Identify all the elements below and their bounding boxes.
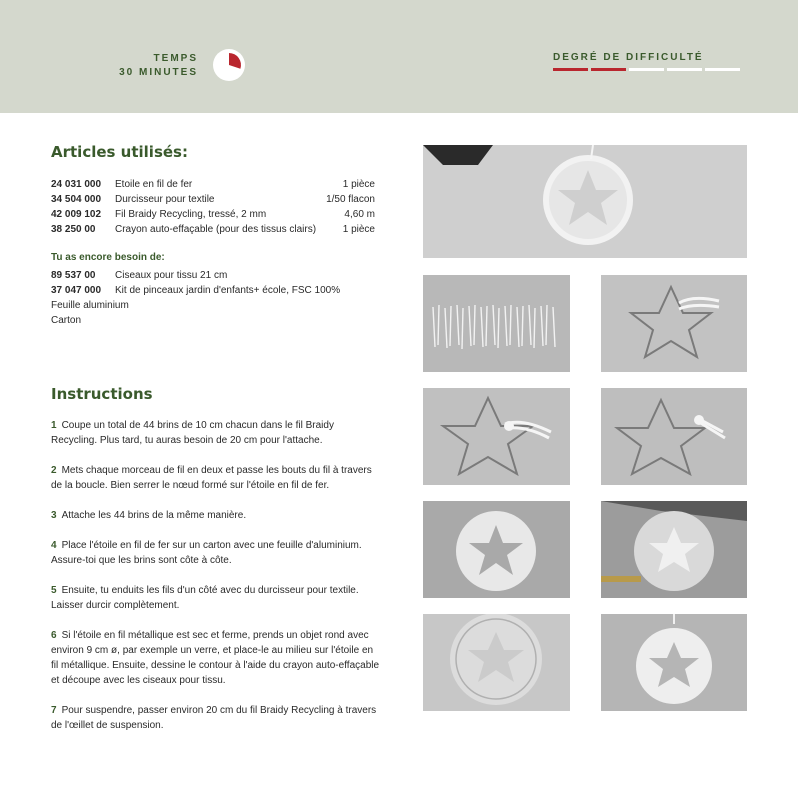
- extra-tool-row: [51, 268, 375, 283]
- article-row: [51, 207, 375, 222]
- article-code: 24 031 000: [51, 179, 102, 190]
- instructions-list: [51, 418, 381, 748]
- photo-step-foil: [601, 501, 747, 598]
- step-text: Mets chaque morceau de fil en deux et passe les bouts du fil à travers de la boucle. Bien serrer le nœud formé sur l'étoile en fil de fer.: [51, 465, 372, 491]
- article-row: [51, 222, 375, 237]
- step-text: Place l'étoile en fil de fer sur un carton avec une feuille d'aluminium. Assure-toi que les brins sont côte à côte.: [51, 540, 362, 566]
- also-need-list: [51, 268, 375, 328]
- difficulty-bar: [667, 68, 702, 71]
- step-text: Si l'étoile en fil métallique est sec et ferme, prends un objet rond avec environ 9 cm ø, par exemple un verre, et place-le au milieu sur l'étoile en fil métallique. Ensuite, dessine le contour à l'aide du crayon auto-effaçable et découpe avec les ciseaux pour tissu.: [51, 630, 380, 686]
- instructions-title: Instructions: [51, 385, 153, 403]
- photo-finished-ornament: [423, 145, 747, 258]
- difficulty-meter: [553, 68, 740, 71]
- instruction-step: [51, 463, 381, 493]
- article-code: 34 504 000: [51, 194, 102, 205]
- photo-step-circle: [423, 614, 570, 711]
- instruction-step: [51, 703, 381, 733]
- step-text: Pour suspendre, passer environ 20 cm du fil Braidy Recycling à travers de l'œillet de suspension.: [51, 705, 377, 731]
- step-text: Attache les 44 brins de la même manière.: [61, 510, 247, 521]
- article-qty: 1 pièce: [342, 224, 375, 235]
- photo-step-tied: [601, 388, 747, 485]
- time-label: TEMPS: [153, 53, 198, 64]
- article-name: Etoile en fil de fer: [115, 179, 193, 190]
- article-row: [51, 192, 375, 207]
- step-text: Ensuite, tu enduits les fils d'un côté avec du durcisseur pour textile. Laisser durcir complètement.: [51, 585, 359, 611]
- extra-tool-row: [51, 283, 375, 298]
- foil-image: [601, 501, 747, 598]
- step-number: 2: [51, 465, 57, 476]
- article-qty: 1 pièce: [342, 179, 375, 190]
- instruction-step: [51, 538, 381, 568]
- article-name: Durcisseur pour textile: [115, 194, 215, 205]
- photo-step-cut-strands: [423, 275, 570, 372]
- step-number: 7: [51, 705, 57, 716]
- result-image: [601, 614, 747, 711]
- article-name: Crayon auto-effaçable (pour des tissus clairs): [115, 224, 317, 235]
- cut-strands-image: [423, 275, 570, 372]
- loop-thread-image: [601, 275, 747, 372]
- finished-ornament-image: [423, 145, 747, 258]
- circle-image: [423, 614, 570, 711]
- difficulty-bar: [553, 68, 588, 71]
- tied-image: [601, 388, 747, 485]
- article-row: [51, 177, 375, 192]
- knot-image: [423, 388, 570, 485]
- clock-pie-icon: [212, 48, 246, 82]
- tool-name: Ciseaux pour tissu 21 cm: [115, 270, 228, 281]
- photo-step-loop-thread: [601, 275, 747, 372]
- difficulty-bar: [591, 68, 626, 71]
- step-text: Coupe un total de 44 brins de 10 cm chacun dans le fil Braidy Recycling. Plus tard, tu auras besoin de 20 cm pour l'attache.: [51, 420, 334, 446]
- extra-material: Feuille aluminium: [51, 300, 129, 311]
- tool-code: 89 537 00: [51, 270, 96, 281]
- time-value: 30 MINUTES: [119, 67, 198, 78]
- step-number: 4: [51, 540, 57, 551]
- time-info: [119, 52, 198, 80]
- photo-step-all-strands: [423, 501, 570, 598]
- article-name: Fil Braidy Recycling, tressé, 2 mm: [115, 209, 267, 220]
- photo-step-knot: [423, 388, 570, 485]
- difficulty-bar: [705, 68, 740, 71]
- difficulty-label: DEGRÉ DE DIFFICULTÉ: [553, 52, 704, 63]
- step-number: 6: [51, 630, 57, 641]
- article-qty: 4,60 m: [344, 209, 375, 220]
- extra-material: Carton: [51, 315, 82, 326]
- instruction-step: [51, 508, 381, 523]
- photo-step-result: [601, 614, 747, 711]
- all-strands-image: [423, 501, 570, 598]
- tool-code: 37 047 000: [51, 285, 102, 296]
- instruction-step: [51, 628, 381, 688]
- instruction-step: [51, 583, 381, 613]
- instruction-step: [51, 418, 381, 448]
- step-number: 5: [51, 585, 57, 596]
- also-need-title: Tu as encore besoin de:: [51, 252, 165, 263]
- header-band: [0, 0, 798, 113]
- article-qty: 1/50 flacon: [326, 194, 375, 205]
- tool-name: Kit de pinceaux jardin d'enfants+ école, FSC 100%: [115, 285, 341, 296]
- article-code: 38 250 00: [51, 224, 96, 235]
- difficulty-bar: [629, 68, 664, 71]
- step-number: 3: [51, 510, 57, 521]
- article-code: 42 009 102: [51, 209, 102, 220]
- articles-list: [51, 177, 375, 237]
- articles-title: Articles utilisés:: [51, 143, 188, 161]
- step-number: 1: [51, 420, 57, 431]
